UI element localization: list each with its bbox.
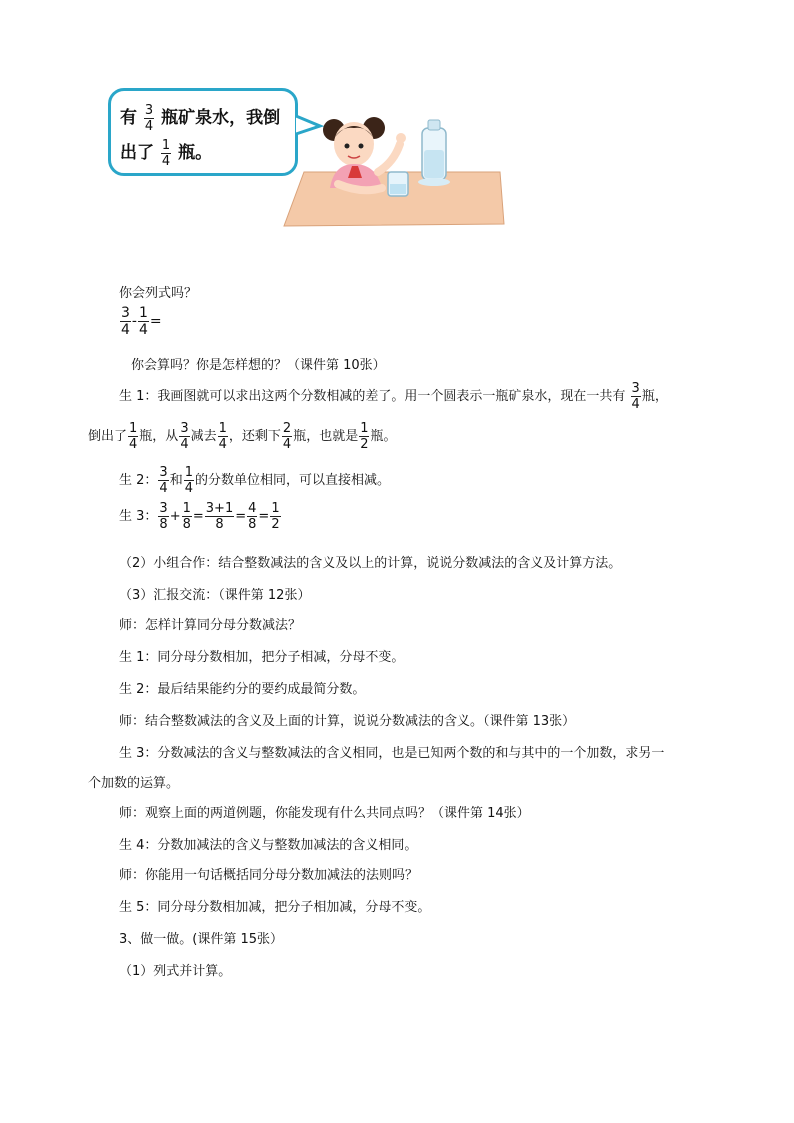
question-line: 你会列式吗？: [119, 286, 198, 301]
numerator: 3: [631, 381, 640, 396]
equals-sign: =: [149, 313, 162, 330]
denominator: 4: [144, 118, 154, 134]
text: 生 1：我画图就可以求出这两个分数相减的差了。用一个圆表示一瓶矿泉水，现在一共有: [119, 389, 626, 404]
student-1-line-2: [88, 422, 397, 451]
denominator: 8: [159, 517, 168, 532]
speech-bubble: [108, 88, 298, 176]
fraction: [247, 502, 257, 531]
numerator: 3: [159, 501, 168, 516]
fraction: [218, 422, 228, 451]
numerator: 1: [271, 501, 280, 516]
fraction: [359, 422, 369, 451]
exercise-heading: 3、做一做。(课件第 15张）: [119, 932, 284, 947]
teacher-line: 师：观察上面的两道例题，你能发现有什么共同点吗？（课件第 14张）: [119, 806, 530, 821]
bubble-line-1: [120, 103, 280, 133]
expression: [119, 306, 162, 337]
fraction: [120, 306, 131, 337]
report-line: （3）汇报交流：（课件第 12张）: [119, 588, 311, 603]
bubble-text: 瓶。: [178, 143, 213, 163]
text: 瓶。: [370, 429, 397, 444]
group-work-line: （2）小组合作：结合整数减法的含义及以上的计算，说说分数减法的含义及计算方法。: [119, 556, 622, 571]
teacher-line: 师：怎样计算同分母分数减法？: [119, 618, 302, 633]
student-3-line: [119, 502, 282, 531]
operator: +: [169, 509, 181, 524]
denominator: 8: [248, 517, 257, 532]
denominator: 8: [215, 517, 224, 532]
text: 的分数单位相同，可以直接相减。: [194, 473, 390, 488]
text: 生 2：: [119, 473, 158, 488]
fraction: [205, 502, 234, 531]
numerator: 3: [144, 102, 154, 118]
teacher-line: 师：你能用一句话概括同分母分数加减法的法则吗？: [119, 868, 419, 883]
equals-sign: =: [258, 509, 270, 524]
numerator: 1: [161, 137, 171, 153]
numerator: 3+1: [205, 501, 234, 516]
text: 瓶，也就是: [293, 429, 359, 444]
fraction: [128, 422, 138, 451]
numerator: 2: [282, 421, 292, 436]
denominator: 4: [129, 437, 138, 452]
fraction: [631, 382, 641, 411]
numerator: 1: [138, 305, 148, 321]
text: ，还剩下: [228, 429, 281, 444]
denominator: 2: [360, 437, 369, 452]
fraction: [182, 502, 192, 531]
denominator: 4: [180, 437, 189, 452]
fraction: [144, 104, 154, 133]
girl-illustration: [282, 92, 510, 232]
numerator: 3: [159, 465, 168, 480]
operator: -: [131, 313, 137, 330]
numerator: 3: [121, 305, 130, 321]
denominator: 4: [282, 437, 292, 452]
denominator: 4: [218, 437, 227, 452]
equals-sign: =: [192, 509, 204, 524]
bubble-text: 有: [120, 108, 137, 128]
fraction: [282, 422, 292, 451]
bubble-text: 出了: [120, 143, 154, 163]
denominator: 8: [182, 517, 191, 532]
text: 瓶，从: [139, 429, 179, 444]
numerator: 1: [129, 421, 138, 436]
fraction: [179, 422, 189, 451]
equals-sign: =: [235, 509, 247, 524]
denominator: 4: [159, 481, 168, 496]
fraction: [158, 466, 168, 495]
numerator: 1: [218, 421, 227, 436]
denominator: 4: [121, 322, 130, 338]
text: 生 3：: [119, 509, 158, 524]
denominator: 4: [138, 322, 148, 338]
student-line: 生 1：同分母分数相加，把分子相减，分母不变。: [119, 650, 405, 665]
student-line: 生 3：分数减法的含义与整数减法的含义相同，也是已知两个数的和与其中的一个加数，求另一: [119, 746, 665, 761]
student-1-line-1: [119, 382, 668, 411]
text: 瓶，: [641, 389, 668, 404]
student-2-line: [119, 466, 390, 495]
denominator: 4: [631, 397, 640, 412]
text: 和: [169, 473, 183, 488]
numerator: 3: [180, 421, 189, 436]
fraction: [270, 502, 280, 531]
student-line: 生 5：同分母分数相加减，把分子相加减，分母不变。: [119, 900, 431, 915]
denominator: 4: [184, 481, 193, 496]
fraction: [138, 306, 149, 337]
bubble-line-2: [120, 138, 212, 168]
student-line-continued: 个加数的运算。: [88, 776, 180, 791]
student-line: 生 2：最后结果能约分的要约成最简分数。: [119, 682, 366, 697]
fraction: [158, 502, 168, 531]
text: 倒出了: [88, 429, 128, 444]
numerator: 4: [248, 501, 257, 516]
fraction: [161, 139, 171, 168]
denominator: 2: [271, 517, 280, 532]
text: 减去: [190, 429, 217, 444]
teacher-line: 师：结合整数减法的含义及上面的计算，说说分数减法的含义。（课件第 13张）: [119, 714, 576, 729]
exercise-item: （1）列式并计算。: [119, 964, 232, 979]
fraction: [184, 466, 194, 495]
numerator: 1: [360, 421, 369, 436]
denominator: 4: [161, 153, 171, 169]
numerator: 1: [184, 465, 193, 480]
numerator: 1: [182, 501, 191, 516]
question-line: 你会算吗？你是怎样想的？（课件第 10张）: [131, 358, 386, 373]
student-line: 生 4：分数加减法的含义与整数加减法的含义相同。: [119, 838, 418, 853]
bubble-text: 瓶矿泉水，我倒: [161, 108, 281, 128]
